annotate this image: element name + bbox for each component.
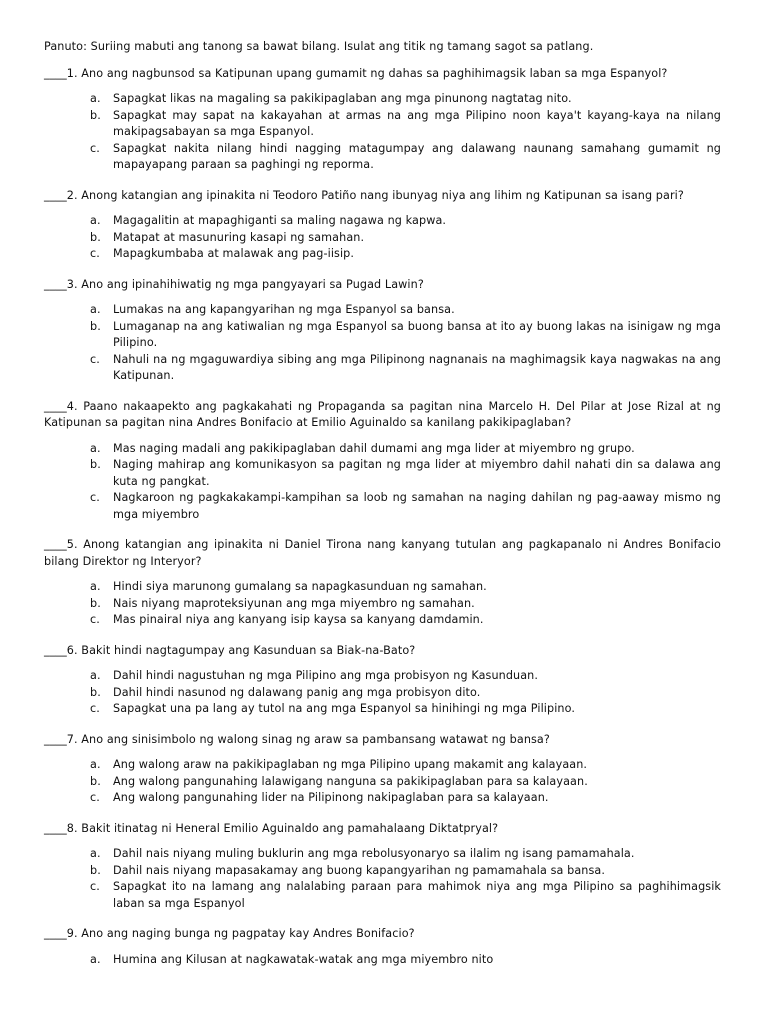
choice-letter: b. — [90, 863, 101, 877]
choice-item — [44, 596, 721, 613]
question-text: ____3. Ano ang ipinahihiwatig ng mga pangyayari sa Pugad Lawin? — [44, 277, 424, 291]
choice-item — [44, 230, 721, 247]
choice-list — [44, 579, 721, 629]
choice-text: Dahil nais niyang muling buklurin ang mga rebolusyonaryo sa ilalim ng isang pamamahala. — [113, 847, 635, 860]
choice-item — [44, 612, 721, 629]
choice-text: Ang walong pangunahing lalawigang nanguna sa pakikipaglaban para sa kalayaan. — [113, 774, 588, 788]
choice-item — [44, 108, 721, 141]
choice-letter: c. — [90, 491, 100, 504]
question-text: ____6. Bakit hindi nagtagumpay ang Kasunduan sa Biak-na-Bato? — [44, 643, 416, 657]
choice-letter: c. — [90, 702, 100, 715]
choice-item — [44, 579, 721, 596]
choice-text: Naging mahirap ang komunikasyon sa pagitan ng mga lider at miyembro dahil nahati din sa dalawa ang kuta ng pangkat. — [113, 458, 721, 488]
choice-letter: b. — [90, 685, 101, 699]
choice-item — [44, 685, 721, 702]
question-text: ____8. Bakit itinatag ni Heneral Emilio Aguinaldo ang pamahalaang Diktatpryal? — [44, 821, 499, 835]
instruction-text: Panuto: Suriing mabuti ang tanong sa bawat bilang. Isulat ang titik ng tamang sagot sa patlang. — [44, 40, 594, 53]
question-item — [44, 926, 721, 968]
question-item — [44, 188, 721, 263]
choice-list — [44, 213, 721, 263]
choice-text: Nais niyang maproteksiyunan ang mga miyembro ng samahan. — [113, 596, 475, 610]
choice-text: Magagalitin at mapaghiganti sa maling nagawa ng kapwa. — [113, 214, 447, 227]
choice-item — [44, 141, 721, 174]
question-text: ____7. Ano ang sinisimbolo ng walong sinag ng araw sa pambansang watawat ng bansa? — [44, 732, 550, 746]
choice-text: Sapagkat likas na magaling sa pakikipaglaban ang mga pinunong nagtatag nito. — [113, 92, 572, 105]
choice-letter: a. — [90, 214, 101, 227]
choice-text: Sapagkat ito na lamang ang nalalabing paraan para mahimok niya ang mga Pilipino sa paghihimagsik laban sa mga Espanyol — [113, 880, 721, 910]
choice-text: Ang walong pangunahing lider na Pilipinong nakipaglaban para sa kalayaan. — [113, 791, 549, 804]
choice-letter: c. — [90, 352, 100, 366]
choice-item — [44, 457, 721, 490]
question-text: ____4. Paano nakaapekto ang pagkakahati ng Propaganda sa pagitan nina Marcelo H. Del Pilar at Jose Rizal at ng Katipunan sa pagitan nina Andres Bonifacio at Emilio Aguinaldo sa kanilang pakikipaglaban? — [44, 399, 721, 429]
question-list — [44, 66, 721, 969]
choice-letter: a. — [90, 580, 101, 593]
choice-text: Mapagkumbaba at malawak ang pag-iisip. — [113, 247, 355, 260]
choice-item — [44, 441, 721, 458]
choice-letter: c. — [90, 880, 100, 893]
choice-item — [44, 319, 721, 352]
choice-letter: b. — [90, 319, 101, 333]
choice-letter: b. — [90, 230, 101, 244]
choice-letter: a. — [90, 303, 101, 316]
choice-item — [44, 952, 721, 969]
choice-letter: b. — [90, 774, 101, 788]
choice-letter: a. — [90, 847, 101, 860]
question-item — [44, 537, 721, 629]
choice-letter: a. — [90, 669, 101, 682]
choice-letter: a. — [90, 758, 101, 771]
choice-text: Ang walong araw na pakikipaglaban ng mga Pilipino upang makamit ang kalayaan. — [113, 758, 588, 771]
choice-letter: c. — [90, 247, 100, 260]
choice-text: Nahuli na ng mgaguwardiya sibing ang mga Pilipinong nagnanais na maghimagsik kaya nagwakas na ang Katipunan. — [113, 352, 721, 382]
choice-text: Dahil hindi nagustuhan ng mga Pilipino ang mga probisyon ng Kasunduan. — [113, 669, 539, 682]
question-item — [44, 66, 721, 174]
choice-letter: b. — [90, 596, 101, 610]
choice-list — [44, 302, 721, 385]
question-text: ____5. Anong katangian ang ipinakita ni Daniel Tirona nang kanyang tutulan ang pagkapanalo ni Andres Bonifacio bilang Direktor ng Interyor? — [44, 538, 721, 568]
choice-text: Lumakas na ang kapangyarihan ng mga Espanyol sa bansa. — [113, 303, 455, 316]
choice-list — [44, 757, 721, 807]
choice-text: Humina ang Kilusan at nagkawatak-watak ang mga miyembro nito — [113, 952, 494, 966]
choice-item — [44, 774, 721, 791]
choice-item — [44, 246, 721, 263]
choice-text: Lumaganap na ang katiwalian ng mga Espanyol sa buong bansa at ito ay buong lakas na isinigaw ng mga Pilipino. — [113, 319, 721, 349]
choice-item — [44, 863, 721, 880]
choice-letter: c. — [90, 141, 100, 155]
choice-item — [44, 879, 721, 912]
choice-item — [44, 757, 721, 774]
question-text: ____2. Anong katangian ang ipinakita ni Teodoro Patiño nang ibunyag niya ang lihim ng Katipunan sa isang pari? — [44, 188, 684, 202]
question-text: ____1. Ano ang nagbunsod sa Katipunan upang gumamit ng dahas sa paghihimagsik laban sa mga Espanyol? — [44, 66, 668, 80]
choice-letter: c. — [90, 791, 100, 804]
choice-text: Dahil nais niyang mapasakamay ang buong kapangyarihan ng pamamahala sa bansa. — [113, 863, 606, 877]
choice-text: Nagkaroon ng pagkakakampi-kampihan sa loob ng samahan na naging dahilan ng pag-aaway mismo ng mga miyembro — [113, 491, 721, 521]
question-item — [44, 643, 721, 718]
choice-text: Mas pinairal niya ang kanyang isip kaysa sa kanyang damdamin. — [113, 613, 484, 626]
choice-list — [44, 441, 721, 524]
choice-item — [44, 790, 721, 807]
choice-item — [44, 302, 721, 319]
choice-letter: b. — [90, 458, 101, 471]
choice-list — [44, 91, 721, 174]
choice-item — [44, 846, 721, 863]
choice-text: Sapagkat una pa lang ay tutol na ang mga Espanyol sa hinihingi ng mga Pilipino. — [113, 702, 575, 715]
question-item — [44, 732, 721, 807]
choice-letter: a. — [90, 441, 101, 455]
choice-item — [44, 91, 721, 108]
choice-text: Mas naging madali ang pakikipaglaban dahil dumami ang mga lider at miyembro ng grupo. — [113, 441, 635, 455]
choice-item — [44, 668, 721, 685]
choice-item — [44, 352, 721, 385]
choice-letter: c. — [90, 613, 100, 626]
choice-letter: b. — [90, 108, 101, 122]
choice-item — [44, 490, 721, 523]
choice-list — [44, 846, 721, 912]
choice-letter: a. — [90, 952, 101, 966]
choice-list — [44, 952, 721, 969]
choice-text: Dahil hindi nasunod ng dalawang panig ang mga probisyon dito. — [113, 685, 481, 699]
choice-text: Sapagkat may sapat na kakayahan at armas na ang mga Pilipino noon kaya't kayang-kaya na nilang makipagsabayan sa mga Espanyol. — [113, 108, 721, 138]
choice-text: Matapat at masunuring kasapi ng samahan. — [113, 230, 365, 244]
question-item — [44, 399, 721, 524]
choice-text: Sapagkat nakita nilang hindi nagging matagumpay ang dalawang naunang samahang gumamit ng mapayapang paraan sa paghingi ng reporma. — [113, 141, 721, 171]
choice-item — [44, 213, 721, 230]
question-item — [44, 821, 721, 913]
choice-list — [44, 668, 721, 718]
question-item — [44, 277, 721, 385]
choice-letter: a. — [90, 92, 101, 105]
choice-text: Hindi siya marunong gumalang sa napagkasunduan ng samahan. — [113, 580, 487, 593]
question-text: ____9. Ano ang naging bunga ng pagpatay kay Andres Bonifacio? — [44, 927, 415, 940]
choice-item — [44, 701, 721, 718]
